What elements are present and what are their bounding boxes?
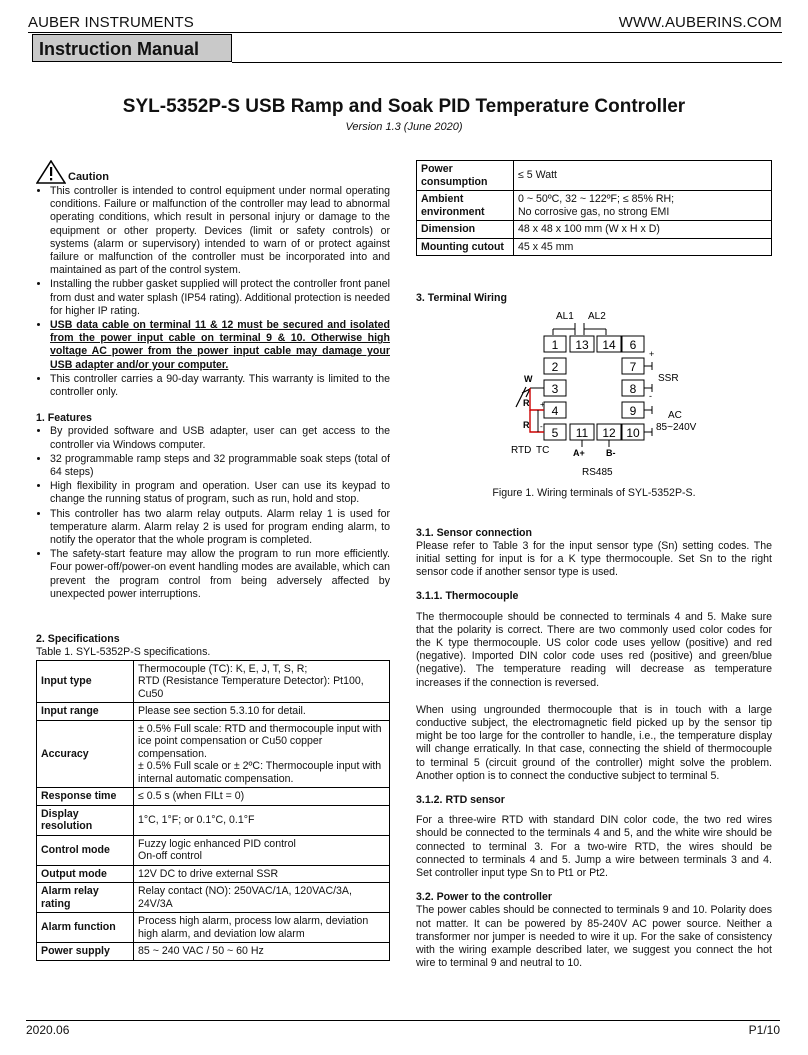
section-heading: 3.1.1. Thermocouple xyxy=(416,590,519,603)
ssr-plus: + xyxy=(649,349,655,360)
specs-table xyxy=(36,660,390,961)
specs-table-continued xyxy=(416,160,772,256)
header-company: AUBER INSTRUMENTS xyxy=(28,14,194,31)
terminal-12: 12 xyxy=(602,426,616,441)
spec-key: Display resolution xyxy=(37,805,134,835)
spec-value: ≤ 0.5 s (when FILt = 0) xyxy=(134,788,390,806)
terminal-6: 6 xyxy=(629,338,637,353)
rs485-b-label: B- xyxy=(606,448,616,459)
spec-key: Power supply xyxy=(37,943,134,961)
header-website: WWW.AUBERINS.COM xyxy=(618,14,782,31)
terminal-3: 3 xyxy=(551,382,559,397)
paragraph: Please refer to Table 3 for the input sensor type (Sn) setting codes. The initial setting for input is for a K type thermocouple. Set Sn to the right sensor code if another sensor type is used. xyxy=(416,539,772,579)
terminal-1: 1 xyxy=(551,338,559,353)
specs-heading: 2. Specifications xyxy=(36,633,120,646)
spec-key: Output mode xyxy=(37,865,134,883)
spec-key: Input type xyxy=(37,660,134,703)
table-row xyxy=(417,238,772,256)
al2-label: AL2 xyxy=(588,311,606,323)
caution-item: • This controller is intended to control equipment under normal operating conditions. Failure or malfunction of the controller may lead to abnormal operating conditions, which result in personal injury or damage to the equipment or other property. Devices (limit or safety controls) or systems (alarm or supervisory) intended to warn of or protect against failure or malfunction of the controller must be incorporated into and maintained as part of the control system. xyxy=(50,185,390,277)
rtd-label: RTD xyxy=(511,445,532,457)
header-rule xyxy=(28,32,782,33)
list-item: • 32 programmable ramp steps and 32 programmable soak steps (total of 64 steps) xyxy=(50,453,390,479)
footer-date: 2020.06 xyxy=(26,1023,70,1037)
spec-key: Input range xyxy=(37,703,134,721)
version-text: Version 1.3 (June 2020) xyxy=(345,121,463,133)
spec-value: Process high alarm, process low alarm, deviation high alarm, and deviation low alarm xyxy=(134,913,390,943)
caution-title: Caution xyxy=(68,170,109,183)
rtd-red-label: R xyxy=(523,398,530,409)
caution-list xyxy=(36,185,390,399)
caution-heading xyxy=(36,160,390,184)
spec-value: 85 ~ 240 VAC / 50 ~ 60 Hz xyxy=(134,943,390,961)
spec-value: 48 x 48 x 100 mm (W x H x D) xyxy=(514,221,772,239)
table-row xyxy=(37,703,390,721)
spec-value: Fuzzy logic enhanced PID control On-off control xyxy=(134,835,390,865)
section-heading: 3.1. Sensor connection xyxy=(416,526,532,539)
table-row xyxy=(37,835,390,865)
spec-key: Dimension xyxy=(417,221,514,239)
table-row xyxy=(37,865,390,883)
terminal-8: 8 xyxy=(629,382,637,397)
spec-value: 12V DC to drive external SSR xyxy=(134,865,390,883)
list-item: • This controller has two alarm relay outputs. Alarm relay 1 is used for temperature alarm. Alarm relay 2 is used for program ending alarm, to notify the operator that the whole program is completed. xyxy=(50,508,390,548)
ssr-label: SSR xyxy=(658,373,679,385)
spec-key: Control mode xyxy=(37,835,134,865)
page-title: SYL-5352P-S USB Ramp and Soak PID Temperature Controller xyxy=(122,96,686,117)
section-heading: 3.2. Power to the controller xyxy=(416,891,552,904)
ssr-minus: - xyxy=(649,391,652,402)
terminal-7: 7 xyxy=(629,360,637,375)
spec-value: Relay contact (NO): 250VAC/1A, 120VAC/3A, 24V/3A xyxy=(134,883,390,913)
terminal-9: 9 xyxy=(629,404,637,419)
footer-rule xyxy=(26,1020,780,1021)
paragraph: The power cables should be connected to terminals 9 and 10. Polarity does not matter. It can be powered by 85-240V AC power source. Neither a transformer nor jumper is needed to wire it up. For the sake of consistency with the wiring example described later, we suggest you connect the hot wire to terminal 9 and neutral to 10. xyxy=(416,904,772,970)
tc-minus: - xyxy=(540,422,543,432)
ac-voltage: 85~240V xyxy=(656,422,697,434)
right-column xyxy=(416,160,772,971)
table-row xyxy=(37,788,390,806)
left-column xyxy=(36,160,390,961)
caution-item: • Installing the rubber gasket supplied will protect the controller front panel from dust and water splash (IP54 rating). Additional protection is needed for higher IP rating. xyxy=(50,278,390,318)
terminal-4: 4 xyxy=(551,404,559,419)
list-item: • The safety-start feature may allow the program to run more efficiently. Four power-off/power-on event handling modes are available, which can prevent the program control from being adversely affected by unexpected power interruptions. xyxy=(50,548,390,601)
list-item: • By provided software and USB adapter, user can get access to the controller via Windows computer. xyxy=(50,425,390,451)
terminal-11: 11 xyxy=(575,426,589,441)
spec-value: Thermocouple (TC): K, E, J, T, S, R; RTD (Resistance Temperature Detector): Pt100, Cu50 xyxy=(134,660,390,703)
terminal-10: 10 xyxy=(626,426,640,441)
ac-label: AC xyxy=(668,410,682,422)
rtd-white-label: W xyxy=(524,374,533,385)
caution-item: • This controller carries a 90-day warranty. This warranty is limited to the controller only. xyxy=(50,373,390,399)
spec-key: Power consumption xyxy=(417,161,514,191)
spec-key: Ambient environment xyxy=(417,191,514,221)
spec-value: Please see section 5.3.10 for detail. xyxy=(134,703,390,721)
specs-caption: Table 1. SYL-5352P-S specifications. xyxy=(36,646,211,659)
tc-plus: + xyxy=(540,400,545,410)
table-row xyxy=(37,660,390,703)
paragraph: For a three-wire RTD with standard DIN color code, the two red wires should be connected to the terminals 4 and 5, and the white wire should be connected to terminal 3. For a two-wire RTD, the wires should be connected to terminals 4 and 5. Jump a wire between terminals 3 and 4. Set controller input type Sn to Pt1 or Pt2. xyxy=(416,814,772,880)
paragraph: When using ungrounded thermocouple that is in touch with a large conductive subject, the electromagnetic field picked up by the sensor tip might be too large for the controller to handle, i.e., the temperature display will change erratically. In that case, connecting the shield of thermocouple to terminal 5 (circuit ground of the controller) might solve the problem. Another option is to connect the conductive subject to terminal 5. xyxy=(416,703,772,782)
section-heading: 3.1.2. RTD sensor xyxy=(416,794,505,807)
spec-key: Mounting cutout xyxy=(417,238,514,256)
terminal-2: 2 xyxy=(551,360,559,375)
features-heading: 1. Features xyxy=(36,412,92,425)
spec-value: ≤ 5 Watt xyxy=(514,161,772,191)
spec-value: 45 x 45 mm xyxy=(514,238,772,256)
footer-page-number: P1/10 xyxy=(748,1023,780,1037)
warning-icon xyxy=(36,160,66,184)
manual-rule xyxy=(232,62,782,63)
terminal-14: 14 xyxy=(602,338,616,353)
spec-value: 0 ~ 50ºC, 32 ~ 122ºF; ≤ 85% RH; No corrosive gas, no strong EMI xyxy=(514,191,772,221)
wiring-heading: 3. Terminal Wiring xyxy=(416,292,507,304)
spec-value: ± 0.5% Full scale: RTD and thermocouple input with ice point compensation or Cu50 copper compensation. ± 0.5% Full scale or ± 2ºC: Thermocouple input with internal automatic compensation. xyxy=(134,720,390,788)
rtd-red-label: R xyxy=(523,420,530,431)
terminal-5: 5 xyxy=(551,426,559,441)
wiring-diagram xyxy=(416,305,772,481)
terminal-13: 13 xyxy=(575,338,589,353)
al1-label: AL1 xyxy=(556,311,574,323)
table-row xyxy=(417,161,772,191)
table-row xyxy=(37,720,390,788)
paragraph: The thermocouple should be connected to terminals 4 and 5. Make sure that the polarity is correct. There are two commonly used color codes for the K type thermocouple. US color code uses yellow (positive) and red (negative). Imported DIN color code uses red (positive) and green/blue (negative). The temperature reading will decrease as temperature increases if the connection is reversed. xyxy=(416,610,772,689)
list-item: • High flexibility in program and operation. User can use its keypad to change the running status of program, such as run, hold and stop. xyxy=(50,480,390,506)
spec-key: Response time xyxy=(37,788,134,806)
table-row xyxy=(37,883,390,913)
manual-label: Instruction Manual xyxy=(32,34,232,62)
caution-warning-text: USB data cable on terminal 11 & 12 must be secured and isolated from the power input cable on terminal 9 & 10. Otherwise high voltage AC power from the power input cable may damage your USB adapter and/or your computer. xyxy=(50,319,390,371)
table-row xyxy=(37,805,390,835)
tc-label: TC xyxy=(536,445,550,457)
caution-item xyxy=(50,319,390,372)
spec-key: Alarm function xyxy=(37,913,134,943)
table-row xyxy=(417,221,772,239)
spec-value: 1°C, 1°F; or 0.1°C, 0.1°F xyxy=(134,805,390,835)
spec-key: Accuracy xyxy=(37,720,134,788)
table-row xyxy=(37,913,390,943)
table-row xyxy=(37,943,390,961)
figure-caption: Figure 1. Wiring terminals of SYL-5352P-S. xyxy=(492,487,696,500)
table-row xyxy=(417,191,772,221)
rs485-label: RS485 xyxy=(582,467,613,479)
spec-key: Alarm relay rating xyxy=(37,883,134,913)
rs485-a-label: A+ xyxy=(573,448,585,459)
features-list xyxy=(36,425,390,601)
